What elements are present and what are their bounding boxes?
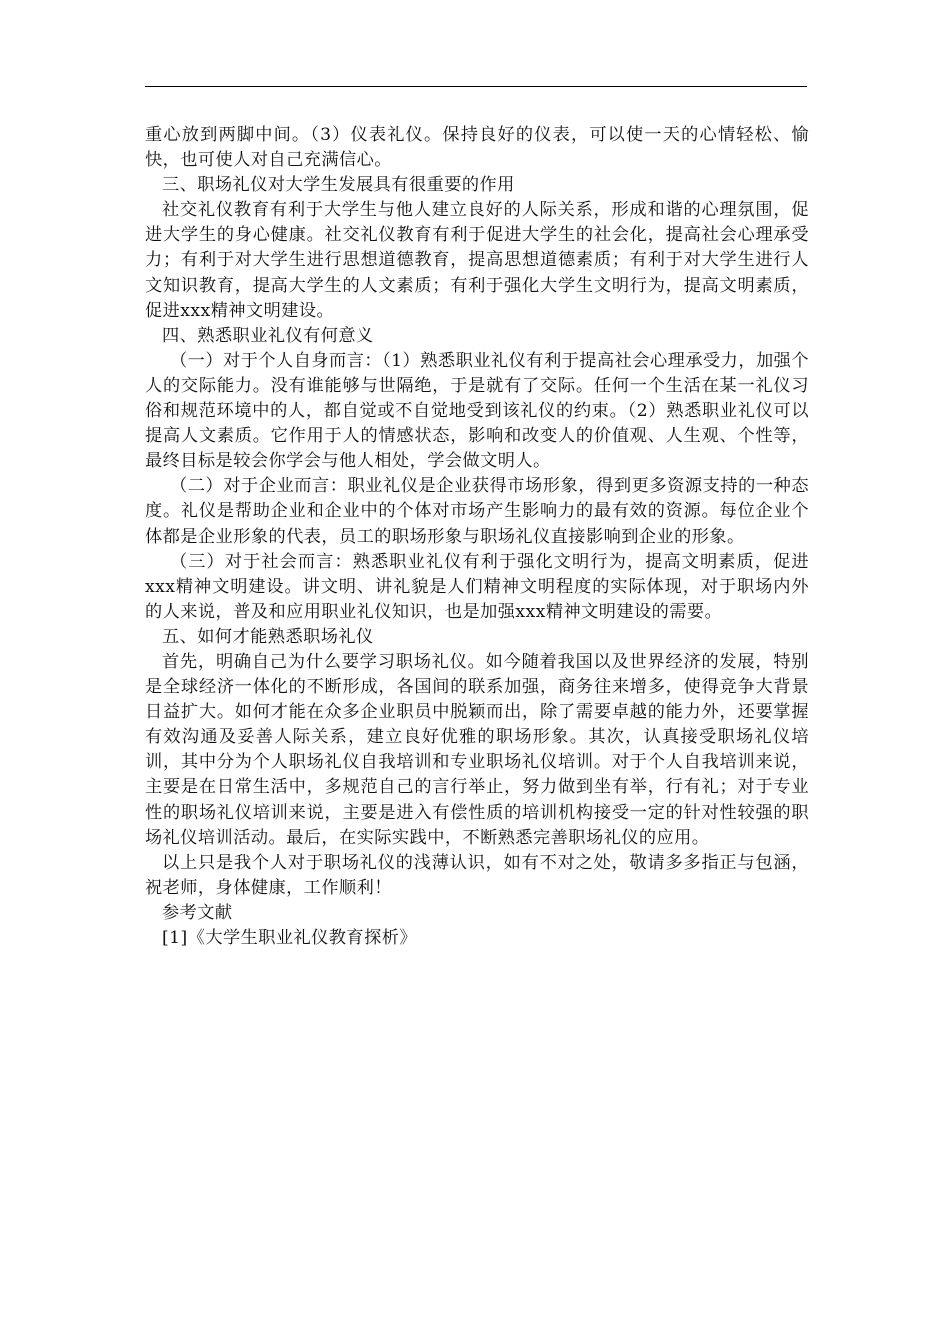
paragraph-social-etiquette: 社交礼仪教育有利于大学生与他人建立良好的人际关系，形成和谐的心理氛围，促进大学生的身心健康。社交礼仪教育有利于促进大学生的社会化，提高社会心理承受力；有利于对大学生进行思想道德教育，提高思想道德素质；有利于对大学生进行人文知识教育，提高大学生的人文素质；有利于强化大学生文明行为，提高文明素质，促进xxx精神文明建设。 — [145, 200, 809, 321]
section-heading-3: 三、职场礼仪对大学生发展具有很重要的作用 — [162, 175, 515, 196]
paragraph-enterprise: （二）对于企业而言：职业礼仪是企业获得市场形象，得到更多资源支持的一种态度。礼仪是帮助企业和企业中的个体对市场产生影响力的最有效的资源。每位企业个体都是企业形象的代表，员工的职场形象与职场礼仪直接影响到企业的形象。 — [145, 476, 809, 547]
paragraph-society: （三）对于社会而言：熟悉职业礼仪有利于强化文明行为，提高文明素质，促进xxx精神文明建设。讲文明、讲礼貌是人们精神文明程度的实际体现，对于职场内外的人来说，普及和应用职业礼仪知识，也是加强xxx精神文明建设的需要。 — [145, 551, 809, 622]
paragraph-conclusion: 以上只是我个人对于职场礼仪的浅薄认识，如有不对之处，敬请多多指正与包涵，祝老师，身体健康，工作顺利！ — [145, 852, 809, 898]
paragraph-individual: （一）对于个人自身而言：（1）熟悉职业礼仪有利于提高社会心理承受力，加强个人的交际能力。没有谁能够与世隔绝，于是就有了交际。任何一个生活在某一礼仪习俗和规范环境中的人，都自觉或不自觉地受到该礼仪的约束。（2）熟悉职业礼仪可以提高人文素质。它作用于人的情感状态，影响和改变人的价值观、人生观、个性等，最终目标是较会你学会与他人相处，学会做文明人。 — [145, 350, 809, 472]
reference-item: [1]《大学生职业礼仪教育探析》 — [162, 928, 417, 948]
paragraph-how-to: 首先，明确自己为什么要学习职场礼仪。如今随着我国以及世界经济的发展，特别是全球经济一体化的不断形成，各国间的联系加强，商务往来增多，使得竞争大背景日益扩大。如何才能在众多企业职员中脱颖而出，除了需要卓越的能力外，还要掌握有效沟通及妥善人际关系，建立良好优雅的职场形象。其次，认真接受职场礼仪培训，其中分为个人职场礼仪自我培训和专业职场礼仪培训。对于个人自我培训来说，主要是在日常生活中，多规范自己的言行举止，努力做到坐有举，行有礼；对于专业性的职场礼仪培训来说，主要是进入有偿性质的培训机构接受一定的针对性较强的职场礼仪培训活动。最后，在实际实践中，不断熟悉完善职场礼仪的应用。 — [145, 651, 809, 848]
section-heading-4: 四、熟悉职业礼仪有何意义 — [162, 325, 374, 346]
paragraph-continuation: 重心放到两脚中间。（3）仪表礼仪。保持良好的仪表，可以使一天的心情轻松、愉快，也可使人对自己充满信心。 — [145, 125, 809, 171]
references-heading: 参考文献 — [162, 902, 233, 923]
document-body — [145, 123, 809, 951]
section-heading-5: 五、如何才能熟悉职场礼仪 — [162, 626, 374, 647]
header-rule — [145, 86, 807, 87]
